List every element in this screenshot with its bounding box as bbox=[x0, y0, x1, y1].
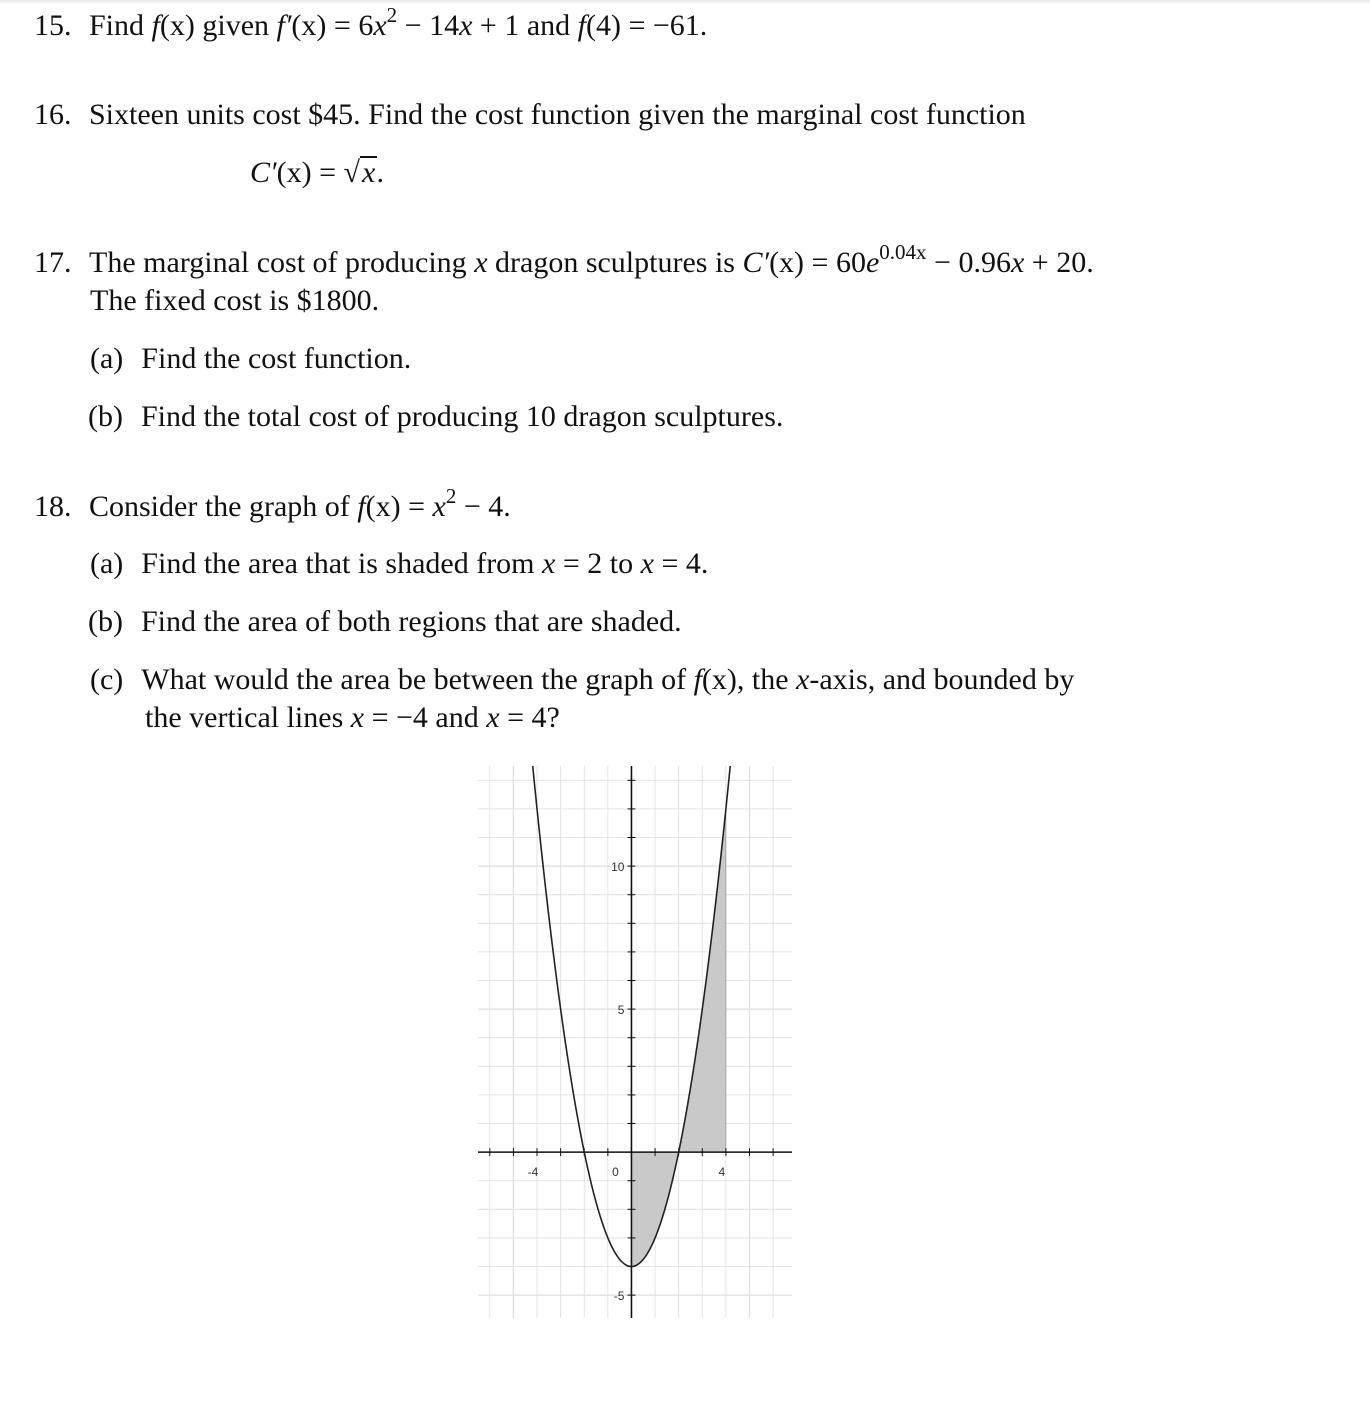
x-tick-label: 4 bbox=[718, 1165, 726, 1180]
problem-16-formula: C′(x) = √x. bbox=[250, 156, 385, 189]
problem-18b: (b) Find the area of both regions that are shaded. bbox=[88, 605, 682, 638]
problem-18a: (a) Find the area that is shaded from x = 2 to x = 4. bbox=[90, 547, 709, 580]
problem-18: 18. Consider the graph of $f(x) = x^2 - 4$. bbox=[34, 484, 511, 523]
problem-number: 16. bbox=[34, 98, 72, 131]
parabola-graph bbox=[478, 766, 792, 1318]
y-tick-label: -5 bbox=[613, 1289, 625, 1304]
problem-16: 16. Sixteen units cost $45. Find the cost function given the marginal cost function bbox=[34, 98, 1026, 131]
x-tick-label: 0 bbox=[612, 1165, 619, 1180]
problem-15: 15. Find f(x) given $f'(x) = 6x^2 - 14x + 1$ and f(4) = −61. bbox=[34, 3, 708, 42]
problem-number: 18. bbox=[34, 490, 72, 523]
problem-18c: (c) What would the area be between the graph of f(x), the x-axis, and bounded by bbox=[90, 663, 1075, 696]
x-tick-label: -4 bbox=[527, 1165, 539, 1180]
problem-number: 17. bbox=[34, 246, 72, 279]
problem-17a: (a) Find the cost function. bbox=[90, 342, 412, 375]
problem-17: 17. The marginal cost of producing x dragon sculptures is $C'(x) = 60e^{0.04x} - 0.96x + 20$. bbox=[34, 240, 1094, 279]
problem-number: 15. bbox=[34, 9, 72, 42]
y-tick-label: 5 bbox=[617, 1003, 625, 1018]
top-edge-shadow bbox=[0, 0, 1370, 5]
problem-17b: (b) Find the total cost of producing 10 dragon sculptures. bbox=[88, 400, 784, 433]
sqrt-symbol: √x bbox=[343, 156, 376, 189]
y-tick-label: 10 bbox=[611, 860, 625, 875]
problem-17-line2: The fixed cost is $1800. bbox=[90, 284, 380, 317]
problem-18c-line2: the vertical lines x = −4 and x = 4? bbox=[145, 701, 560, 734]
